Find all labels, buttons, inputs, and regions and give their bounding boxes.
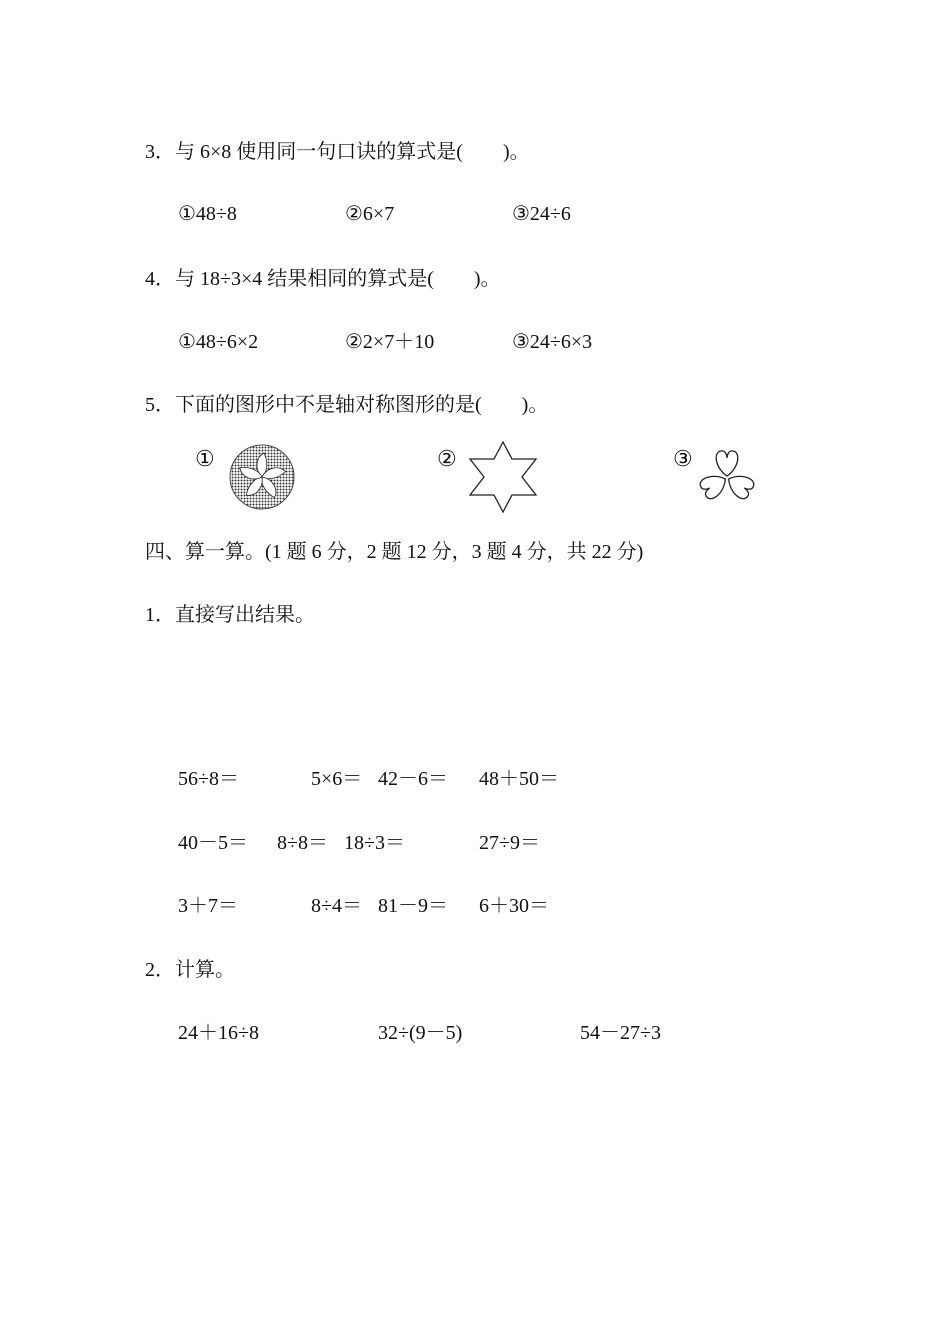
six-pointed-star-icon (466, 439, 540, 515)
figure-1-label: ① (195, 446, 215, 471)
bauhinia-flag-icon (228, 443, 296, 511)
expression-item: 32÷(9－5) (378, 1022, 463, 1044)
question-5-stem: 5．下面的图形中不是轴对称图形的是( )。 (145, 394, 549, 416)
problem-2-title: 2．计算。 (145, 959, 235, 981)
clover-icon (695, 446, 759, 508)
q4-option-2: ②2×7＋10 (345, 331, 435, 353)
calc-item: 6＋30＝ (479, 895, 549, 917)
calc-item: 56÷8＝ (178, 768, 239, 790)
figure-3-label: ③ (673, 446, 693, 471)
q3-option-3: ③24÷6 (512, 203, 571, 225)
calc-item: 18÷3＝ (344, 832, 405, 854)
calc-item: 27÷9＝ (479, 832, 540, 854)
expression-item: 24＋16÷8 (178, 1022, 259, 1044)
question-4-stem: 4．与 18÷3×4 结果相同的算式是( )。 (145, 268, 501, 290)
problem-1-title: 1．直接写出结果。 (145, 604, 315, 626)
calc-item: 42－6＝ (378, 768, 448, 790)
calc-item: 5×6＝ (311, 768, 363, 790)
q3-option-2: ②6×7 (345, 203, 395, 225)
question-3-stem: 3．与 6×8 使用同一句口诀的算式是( )。 (145, 141, 530, 163)
calc-item: 8÷4＝ (311, 895, 362, 917)
section-4-heading: 四、算一算。(1 题 6 分，2 题 12 分，3 题 4 分，共 22 分) (145, 541, 644, 563)
q4-option-1: ①48÷6×2 (178, 331, 259, 353)
q4-option-3: ③24÷6×3 (512, 331, 593, 353)
calc-item: 48＋50＝ (479, 768, 559, 790)
calc-item: 8÷8＝ (277, 832, 328, 854)
q3-option-1: ①48÷8 (178, 203, 237, 225)
calc-item: 3＋7＝ (178, 895, 238, 917)
calc-item: 40－5＝ (178, 832, 248, 854)
calc-item: 81－9＝ (378, 895, 448, 917)
figure-2-label: ② (437, 446, 457, 471)
expression-item: 54－27÷3 (580, 1022, 661, 1044)
